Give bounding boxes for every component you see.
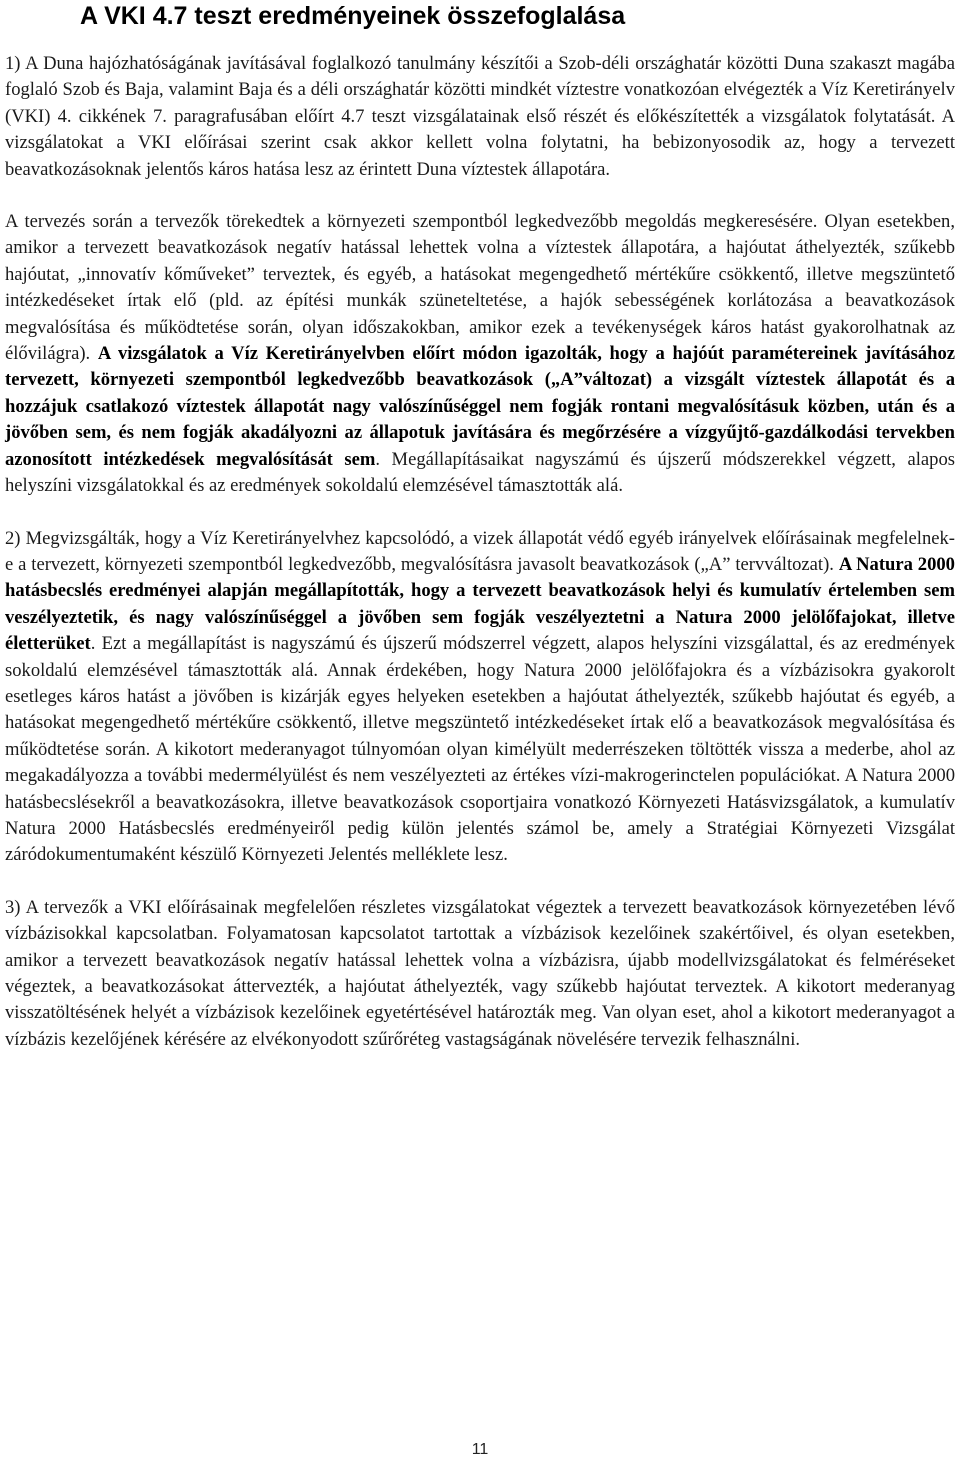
paragraph-2-text-a: A tervezés során a tervezők törekedtek a környezeti szempontból legkedvezőbb megoldás megkeresésére. Olyan esetekben, amikor a tervezett beavatkozások negatív hatással lehettek volna a víztestek állapotára, a hajóutat áthelyezték, szűkebb hajóutat, „innovatív kőműveket” terveztek, és egyéb, a hatásokat megengedhető mértékűre csökkentő, illetve megszüntető intézkedéseket írtak elő (pld. az építési munkák szüneteltetése, a hajók sebességének korlátozása a beavatkozások megvalósítása és működtetése során, olyan időszakokban, amikor ezek a tevékenységek káros hatást gyakorolhatnak az élővilágra). xyxy=(5,211,955,365)
page-number: 11 xyxy=(471,1441,489,1458)
paragraph-1 xyxy=(5,51,955,183)
paragraph-3-text-a: 2) Megvizsgálták, hogy a Víz Keretirányelvhez kapcsolódó, a vizek állapotát védő egyéb irányelvek előírásainak megfelelnek-e a tervezett, környezeti szempontból legkedvezőbb, megvalósításra javasolt beavatkozások („A” tervváltozat). xyxy=(5,527,955,575)
paragraph-4-text: 3) A tervezők a VKI előírásainak megfelelően részletes vizsgálatokat végeztek a tervezett beavatkozások környezetében lévő vízbázisokkal kapcsolatban. Folyamatosan kapcsolatot tartottak a vízbázisok kezelőinek szakértőivel, és olyan esetekben, amikor a tervezett beavatkozások negatív hatással lehettek volna a vízbázisra, újabb modellvizsgálatokat és felméréseket végeztek, a beavatkozásokat áttervezték, a hajóutat áthelyezték, vagy szűkebb hajóutat terveztek. A kikotort mederanyag visszatöltésének helyét a vízbázisok kezelőinek egyetértésével határozták meg. Van olyan eset, ahol a kikotort mederanyagot a vízbázis kezelőjének kérésére az elvékonyodott szűrőréteg vastagságának növelésére tervezik felhasználni. xyxy=(5,896,955,1050)
paragraph-4 xyxy=(5,895,955,1053)
paragraph-2 xyxy=(5,209,955,499)
page-title: A VKI 4.7 teszt eredményeinek összefoglalása xyxy=(80,2,626,30)
paragraph-2-bold-conclusion: A vizsgálatok a Víz Keretirányelvben előírt módon igazolták, hogy a hajóút paramétereinek javításához tervezett, környezeti szempontból legkedvezőbb beavatkozások („A”változat) a vizsgált víztestek állapotát és a hozzájuk csatlakozó víztestek állapotát nagy valószínűséggel nem fogják rontani megvalósításuk közben, után és a jövőben sem, és nem fogják akadályozni az állapotuk javítására és megőrzésére a vízgyűjtő-gazdálkodási tervekben azonosított intézkedések megvalósítását sem xyxy=(5,343,955,470)
paragraph-1-text: 1) A Duna hajózhatóságának javításával foglalkozó tanulmány készítői a Szob-déli országhatár közötti Duna szakaszt magába foglaló Szob és Baja, valamint Baja és a déli országhatár közötti mindkét víztestre vonatkozóan elvégezték a Víz Keretirányelv (VKI) 4. cikkének 7. paragrafusában előírt 4.7 teszt vizsgálatainak első részét és előkészítették a vizsgálatok folytatását. A vizsgálatokat a VKI előírásai szerint csak akkor kellett volna folytatni, ha bebizonyosodik az, hogy a tervezett beavatkozásoknak jelentős káros hatása lesz az érintett Duna víztestek állapotára. xyxy=(5,53,955,180)
paragraph-3-text-b: . Ezt a megállapítást is nagyszámú és újszerű módszerrel végzett, alapos helyszíni vizsgálattal, és az eredmények sokoldalú elemzésével támasztották alá. Annak érdekében, hogy Natura 2000 jelölőfajokra és a vízbázisokra gyakorolt esetleges káros hatást a jövőben is kizárják egyes helyeken esetekben a hajóutat áthelyezték, szűkebb hajóutat és egyéb, a hatásokat megengedhető mértékűre csökkentő, illetve megszüntető intézkedéseket írtak elő a beavatkozások megvalósítása és működtetése során. A kikotort mederanyagot túlnyomóan olyan kimélyült mederrészeken töltötték vissza a mederbe, ahol az megakadályozza a további medermélyülést és nem veszélyezteti az értékes vízi-makrogerinctelen populációkat. A Natura 2000 hatásbecslésekről a beavatkozásokra, illetve beavatkozások csoportjaira vonatkozó Környezeti Hatásvizsgálatok, a kumulatív Natura 2000 Hatásbecslés eredményeiről pedig külön jelentés számol be, amely a Stratégiai Környezeti Vizsgálat záródokumentumaként készülő Környezeti Jelentés melléklete lesz. xyxy=(5,633,955,866)
document-page xyxy=(5,0,955,1079)
paragraph-3-bold-conclusion: A Natura 2000 hatásbecslés eredményei alapján megállapították, hogy a tervezett beavatkozások helyi és kumulatív értelemben sem veszélyeztetik, és nagy valószínűséggel a jövőben sem fogják veszélyeztetni a Natura 2000 jelölőfajokat, illetve életterüket xyxy=(5,553,955,655)
paragraph-2-text-b: . Megállapításaikat nagyszámú és újszerű módszerekkel végzett, alapos helyszíni vizsgálatokkal és az eredmények sokoldalú elemzésével támasztották alá. xyxy=(5,448,955,497)
paragraph-3 xyxy=(5,526,955,869)
